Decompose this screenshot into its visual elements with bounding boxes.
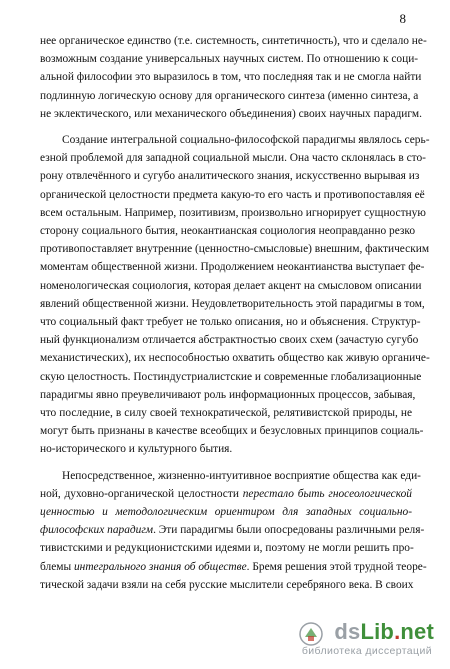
text-line <box>40 521 425 539</box>
italic-text: философских парадигм <box>40 524 154 537</box>
text-line <box>40 467 421 485</box>
watermark-subtitle: библиотека диссертаций <box>301 645 432 657</box>
text-segment: ной, духовно-органической целостности <box>40 487 243 500</box>
paragraph-1 <box>40 32 427 123</box>
text-segment: тивистскими и редукционистскими идеями и, поэтому не могли решить про- <box>40 542 414 555</box>
text-segment: . Бремя решения этой трудной теоре- <box>246 560 427 573</box>
watermark-logo-part: net <box>400 619 434 644</box>
text-line <box>40 485 412 503</box>
text-line <box>40 539 412 557</box>
paragraph-gap <box>40 459 412 467</box>
italic-text: перестало быть гносеологической <box>242 487 413 500</box>
text-segment: Непосредственное, жизненно-интуитивное восприятие общества как еди- <box>62 469 421 482</box>
text-line: могут быть признаны в качестве всеобщих и безусловных принципов социаль- <box>40 425 424 438</box>
italic-text: ценностью и методологическим ориентиром для западных социально- <box>40 506 412 519</box>
text-line: парадигмы явно преувеличивают роль информационных процессов, забывая, <box>40 388 416 401</box>
text-line: механистических), их неспособностью охватить общество как живую органиче- <box>40 352 430 365</box>
text-line: противопоставляет внутренние (ценностно-смысловые) внешним, фактическим <box>40 243 430 256</box>
text-line: скую целостность. Постиндустриалистские и современные глобализационные <box>40 370 422 383</box>
document-body <box>40 32 430 594</box>
text-segment: тической задачи взяли на себя русские мыслители серебряного века. В своих <box>40 578 414 591</box>
italic-text: интегрального знания об обществе <box>73 560 247 573</box>
text-line: сторону социального бытия, неокантианская социология неоправданно резко <box>40 225 416 238</box>
text-line: Создание интегральной социально-философской парадигмы являлось серь- <box>62 134 430 147</box>
paragraph-3 <box>40 467 427 594</box>
text-line: альной философии это выразилось в том, что последняя так и не смогла найти <box>40 71 422 84</box>
watermark-logo-part: Lib <box>360 619 395 644</box>
watermark-logo <box>334 619 434 645</box>
text-segment: блемы <box>40 560 74 573</box>
text-line: всем остальным. Например, позитивизм, произвольно игнорирует сущностную <box>40 206 426 219</box>
text-segment: . Эти парадигмы были опосредованы различными реля- <box>153 524 425 537</box>
text-line: рону отвлечённого и сугубо аналитического знания, искусственно вырывая из <box>40 170 420 183</box>
dslib-logo-icon <box>298 621 324 647</box>
watermark-logo-part: . <box>394 619 401 644</box>
text-line <box>40 558 427 576</box>
text-line <box>40 503 412 521</box>
page-number: 8 <box>399 11 406 26</box>
text-line: что социальный факт требует не только описания, но и объяснения. Структур- <box>40 316 421 329</box>
text-line: органической целостности предмета какую-то его часть и противопоставляя её <box>40 188 425 201</box>
text-line: явлений общественной жизни. Неудовлетворительность этой парадигмы в том, <box>40 297 425 310</box>
paragraph-gap <box>40 123 412 131</box>
text-line: нее органическое единство (т.е. системность, синтетичность), что и сделало не- <box>40 35 427 47</box>
text-line <box>40 576 412 594</box>
watermark-logo-part: ds <box>334 619 361 644</box>
text-line: моментам общественной жизни. Продолжением неокантианства выступает фе- <box>40 261 425 274</box>
paragraph-2 <box>40 131 430 459</box>
text-line: что последние, в силу своей технократической, релятивистской природы, не <box>40 407 412 420</box>
text-line: но-исторического и культурного бытия. <box>40 443 233 456</box>
text-line: возможным создание универсальных научных систем. По отношению к соци- <box>40 53 419 66</box>
text-line: подлинную логическую основу для органического синтеза (именно синтеза, а <box>40 89 419 102</box>
text-line: номенологическая социология, которая делает акцент на смысловом описании <box>40 279 422 292</box>
text-line: не эклектического, или механического объединения) своих научных парадигм. <box>40 107 422 120</box>
text-line: ный функционализм отличается абстрактностью своих схем (зачастую сугубо <box>40 334 419 347</box>
text-line: езной проблемой для западной социальной мысли. Она часто склонялась в сто- <box>40 152 426 165</box>
watermark <box>242 615 442 663</box>
